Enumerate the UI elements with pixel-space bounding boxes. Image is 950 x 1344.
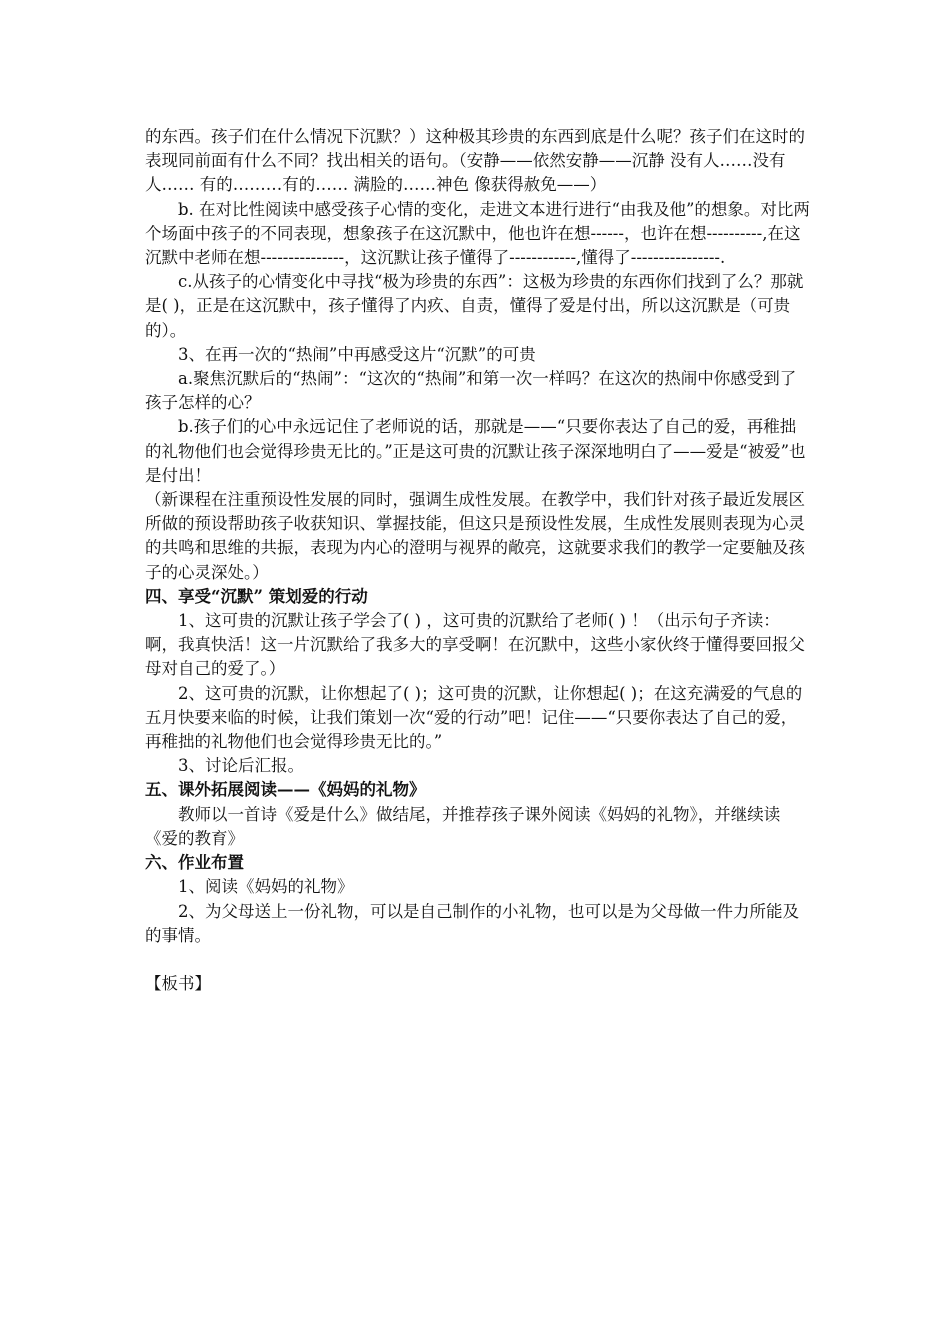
- paragraph: 3、讨论后汇报。: [178, 756, 304, 776]
- paragraph: b.孩子们的心中永远记住了老师说的话，那就是——“只要你表达了自己的爱，再稚拙的礼物他们也会觉得珍贵无比的。”正是这可贵的沉默让孩子深深地明白了——爱是“被爱”也是付出！: [145, 417, 806, 485]
- board-label: 【板书】: [145, 973, 211, 993]
- section-heading: 六、作业布置: [145, 853, 244, 873]
- paragraph: 的东西。孩子们在什么情况下沉默？）这种极其珍贵的东西到底是什么呢？孩子们在这时的表现同前面有什么不同？找出相关的语句。（安静——依然安静——沉静 没有人……没有人…… 有的………有的…… 满脸的……神色 像获得赦免——）: [145, 127, 805, 195]
- paragraph: 1、这可贵的沉默让孩子学会了( ) ，这可贵的沉默给了老师( ) ！（出示句子齐读：啊，我真快活！这一片沉默给了我多大的享受啊！在沉默中，这些小家伙终于懂得要回报父母对自己的爱了。）: [145, 611, 805, 679]
- paragraph: b. 在对比性阅读中感受孩子心情的变化，走进文本进行进行“由我及他”的想象。对比两个场面中孩子的不同表现，想象孩子在这沉默中，他也许在想------，也许在想----------,在这沉默中老师在想---------------，这沉默让孩子懂得了------------,懂得了----------------.: [145, 199, 810, 268]
- paragraph: 2、为父母送上一份礼物，可以是自己制作的小礼物，也可以是为父母做一件力所能及的事情。: [145, 901, 799, 945]
- paragraph: 2、这可贵的沉默，让你想起了( )；这可贵的沉默，让你想起( )；在这充满爱的气息的五月快要来临的时候，让我们策划一次“爱的行动”吧！记住——“只要你表达了自己的爱，再稚拙的礼物他们也会觉得珍贵无比的。”: [145, 683, 803, 752]
- paragraph: （新课程在注重预设性发展的同时，强调生成性发展。在教学中，我们针对孩子最近发展区所做的预设帮助孩子收获知识、掌握技能，但这只是预设性发展，生成性发展则表现为心灵的共鸣和思维的共振，表现为内心的澄明与视界的敞亮，这就要求我们的教学一定要触及孩子的心灵深处。）: [145, 490, 805, 582]
- paragraph: 1、阅读《妈妈的礼物》: [178, 877, 354, 897]
- paragraph: a.聚焦沉默后的“热闹”：“这次的“热闹”和第一次一样吗？在这次的热闹中你感受到了孩子怎样的心？: [145, 369, 797, 413]
- section-heading: 四、享受“沉默” 策划爱的行动: [145, 586, 368, 606]
- document-body: [145, 125, 810, 996]
- section-heading: 五、课外拓展阅读——《妈妈的礼物》: [145, 780, 426, 800]
- spacer: [145, 948, 810, 972]
- paragraph: 3、在再一次的“热闹”中再感受这片“沉默”的可贵: [178, 344, 536, 364]
- paragraph: c.从孩子的心情变化中寻找“极为珍贵的东西”：这极为珍贵的东西你们找到了么？那就是( )，正是在这沉默中，孩子懂得了内疚、自责，懂得了爱是付出，所以这沉默是（可贵的）。: [145, 272, 804, 340]
- paragraph: 教师以一首诗《爱是什么》做结尾，并推荐孩子课外阅读《妈妈的礼物》，并继续读《爱的教育》: [145, 804, 781, 848]
